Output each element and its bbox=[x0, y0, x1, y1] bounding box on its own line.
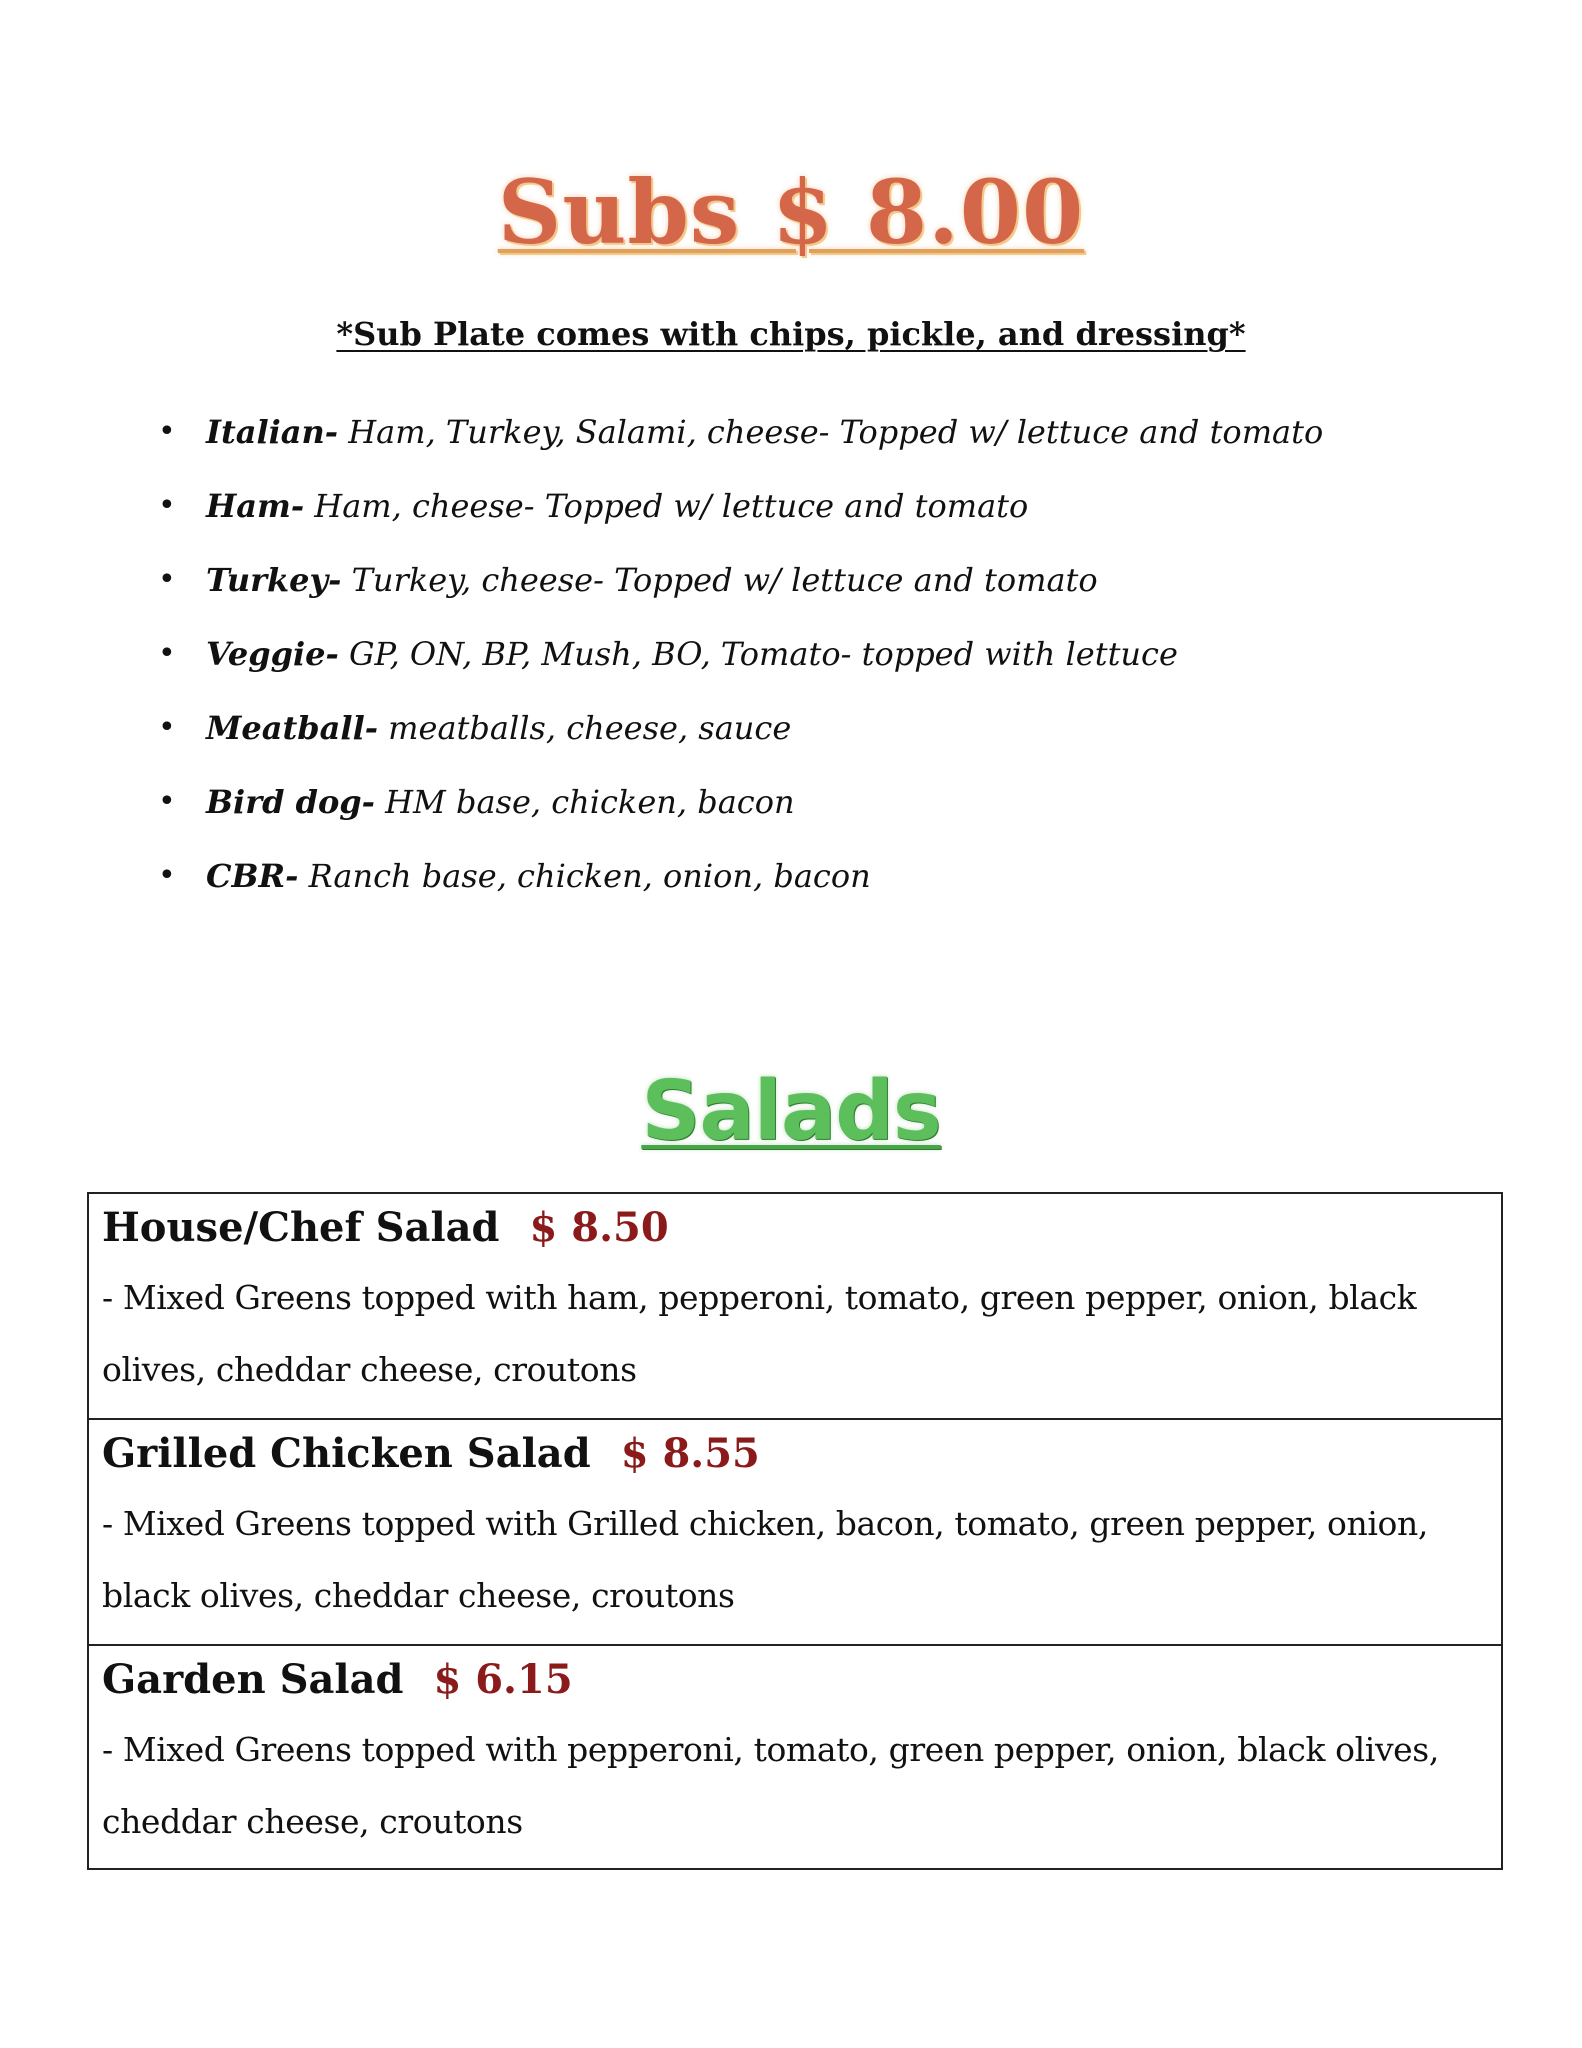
salad-name: Garden Salad bbox=[102, 1656, 404, 1703]
sub-name: Italian- bbox=[206, 413, 339, 451]
table-row bbox=[89, 1420, 1501, 1646]
sub-description: GP, ON, BP, Mush, BO, Tomato- topped with lettuce bbox=[338, 635, 1178, 673]
salad-header bbox=[102, 1198, 1489, 1258]
subs-title: Subs $ 8.00 bbox=[497, 160, 1085, 264]
sub-description: Ham, Turkey, Salami, cheese- Topped w/ lettuce and tomato bbox=[338, 413, 1324, 451]
sub-name: Veggie- bbox=[206, 635, 339, 673]
sub-description: Turkey, cheese- Topped w/ lettuce and tomato bbox=[341, 561, 1098, 599]
bullet-icon: • bbox=[158, 636, 176, 671]
sub-name: Bird dog- bbox=[206, 783, 375, 821]
salad-name: House/Chef Salad bbox=[102, 1204, 500, 1251]
salads-table bbox=[87, 1192, 1503, 1870]
table-row bbox=[89, 1194, 1501, 1420]
list-item bbox=[158, 772, 1458, 846]
list-item bbox=[158, 550, 1458, 624]
list-item bbox=[158, 476, 1458, 550]
list-item bbox=[158, 402, 1458, 476]
sub-name: Meatball- bbox=[206, 709, 378, 747]
sub-description: Ham, cheese- Topped w/ lettuce and tomato bbox=[304, 487, 1029, 525]
sub-name: Turkey- bbox=[206, 561, 342, 599]
salad-header bbox=[102, 1424, 1489, 1484]
sub-name: Ham- bbox=[206, 487, 305, 525]
salad-header bbox=[102, 1650, 1489, 1710]
bullet-icon: • bbox=[158, 784, 176, 819]
bullet-icon: • bbox=[158, 562, 176, 597]
salad-name: Grilled Chicken Salad bbox=[102, 1430, 591, 1477]
subs-list bbox=[158, 402, 1458, 920]
salads-title: Salads bbox=[641, 1064, 941, 1159]
sub-description: meatballs, cheese, sauce bbox=[378, 709, 792, 747]
bullet-icon: • bbox=[158, 488, 176, 523]
sub-description: Ranch base, chicken, onion, bacon bbox=[298, 857, 871, 895]
bullet-icon: • bbox=[158, 414, 176, 449]
bullet-icon: • bbox=[158, 710, 176, 745]
list-item bbox=[158, 698, 1458, 772]
list-item bbox=[158, 624, 1458, 698]
salad-description: - Mixed Greens topped with pepperoni, tomato, green pepper, onion, black olives, cheddar cheese, croutons bbox=[102, 1730, 1439, 1841]
sub-description: HM base, chicken, bacon bbox=[374, 783, 795, 821]
sub-plate-note: *Sub Plate comes with chips, pickle, and dressing* bbox=[336, 315, 1246, 353]
salad-description: - Mixed Greens topped with Grilled chicken, bacon, tomato, green pepper, onion, black olives, cheddar cheese, croutons bbox=[102, 1504, 1428, 1615]
bullet-icon: • bbox=[158, 858, 176, 893]
sub-name: CBR- bbox=[206, 857, 299, 895]
salad-price: $ 6.15 bbox=[433, 1656, 573, 1703]
salad-price: $ 8.50 bbox=[529, 1204, 669, 1251]
salad-price: $ 8.55 bbox=[620, 1430, 760, 1477]
salad-description: - Mixed Greens topped with ham, pepperoni, tomato, green pepper, onion, black olives, cheddar cheese, croutons bbox=[102, 1278, 1417, 1389]
table-row bbox=[89, 1646, 1501, 1868]
list-item bbox=[158, 846, 1458, 920]
